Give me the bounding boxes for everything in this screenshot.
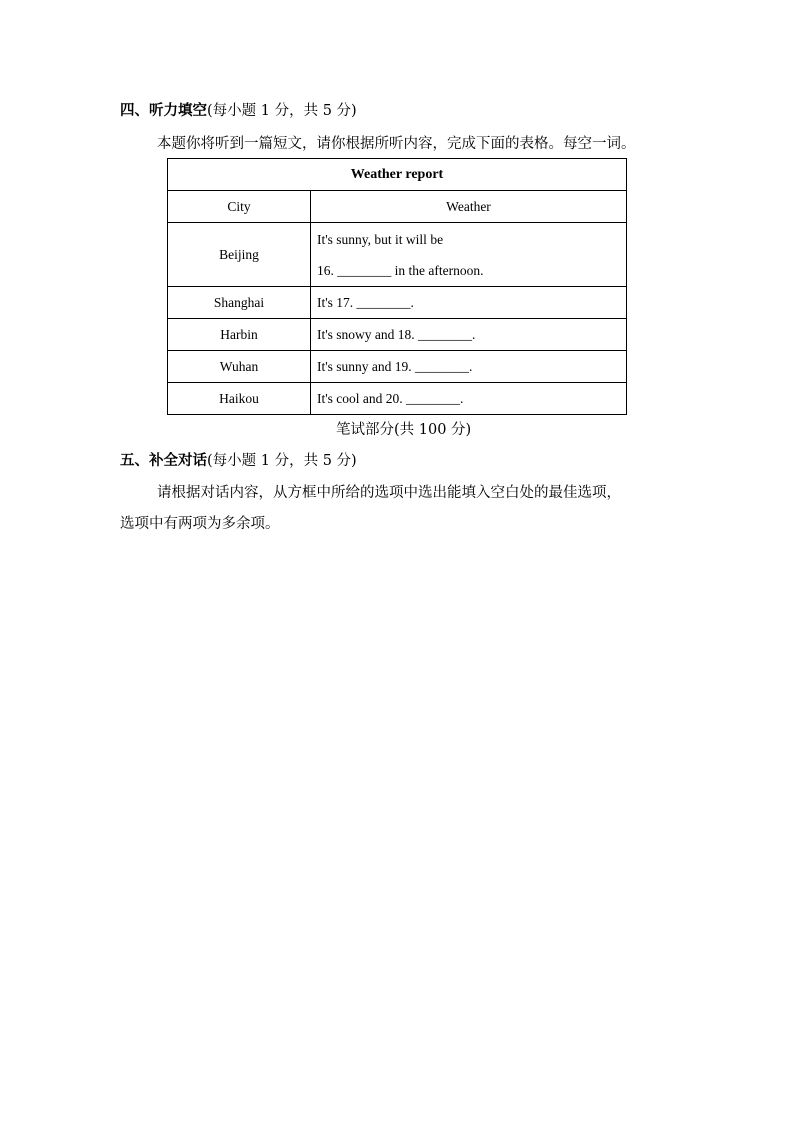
city-cell: Haikou (168, 383, 311, 415)
weather-report-table (167, 158, 627, 415)
section5-score-note: (每小题 1 分，共 5 分) (207, 453, 357, 469)
section4-score-note: (每小题 1 分，共 5 分) (207, 103, 357, 119)
weather-cell: It's 17. ________. (311, 287, 627, 319)
section5-instruction: 请根据对话内容，从方框中所给的选项中选出能填入空白处的最佳选项， (157, 485, 621, 501)
city-cell: Beijing (168, 223, 311, 287)
column-header-weather: Weather (311, 191, 627, 223)
table-title: Weather report (168, 159, 627, 191)
weather-cell (311, 223, 627, 287)
section4-heading (120, 101, 357, 121)
column-header-city: City (168, 191, 311, 223)
section5-instruction-continued: 选项中有两项为多余项。 (120, 516, 280, 532)
weather-cell: It's sunny and 19. ________. (311, 351, 627, 383)
weather-cell: It's cool and 20. ________. (311, 383, 627, 415)
city-cell: Shanghai (168, 287, 311, 319)
table-row (168, 351, 627, 383)
section4-instruction: 本题你将听到一篇短文，请你根据所听内容，完成下面的表格。每空一词。 (157, 136, 636, 152)
table-row (168, 287, 627, 319)
weather-line: It's sunny, but it will be (317, 231, 444, 247)
weather-line: 16. ________ in the afternoon. (317, 262, 484, 278)
section5-heading (120, 451, 357, 471)
section5-title: 五、补全对话 (120, 452, 207, 469)
weather-cell: It's snowy and 18. ________. (311, 319, 627, 351)
table-row (168, 319, 627, 351)
city-cell: Harbin (168, 319, 311, 351)
section4-title: 四、听力填空 (120, 102, 207, 119)
city-cell: Wuhan (168, 351, 311, 383)
table-row (168, 223, 627, 287)
table-row (168, 383, 627, 415)
written-part-heading: 笔试部分(共 100 分) (336, 422, 472, 438)
